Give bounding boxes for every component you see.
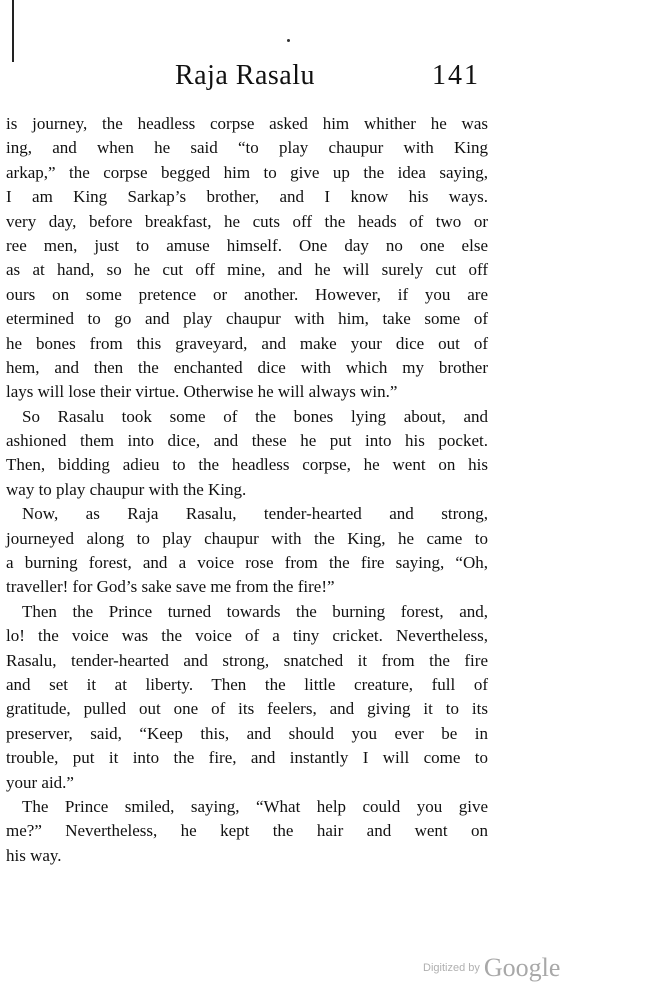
text-line: arkap,” the corpse begged him to give up the idea saying, <box>6 162 488 182</box>
text-line: his way. <box>6 845 62 865</box>
running-title: Raja Rasalu <box>175 60 316 91</box>
text-line: Then the Prince turned towards the burning forest, and, <box>22 601 488 621</box>
gutter-line <box>12 0 14 62</box>
text-line: So Rasalu took some of the bones lying about, and <box>22 406 488 426</box>
page-number: 141 <box>432 60 480 91</box>
text-line: lo! the voice was the voice of a tiny cricket. Nevertheless, <box>6 626 488 646</box>
digitized-watermark <box>423 953 560 983</box>
text-line: a burning forest, and a voice rose from the fire saying, “Oh, <box>6 553 488 573</box>
text-line: lays will lose their virtue. Otherwise he will always win.” <box>6 382 398 402</box>
text-line: is journey, the headless corpse asked him whither he was <box>6 114 488 133</box>
text-line: way to play chaupur with the King. <box>6 479 247 499</box>
text-line: Now, as Raja Rasalu, tender-hearted and strong, <box>22 504 488 524</box>
text-line: ree men, just to amuse himself. One day no one else <box>6 235 488 255</box>
text-line: preserver, said, “Keep this, and should you ever be in <box>6 723 488 743</box>
text-line: very day, before breakfast, he cuts off the heads of two or <box>6 211 488 231</box>
text-line: trouble, put it into the fire, and instantly I will come to <box>6 748 488 768</box>
text-line: traveller! for God’s sake save me from the fire!” <box>6 577 335 597</box>
text-line: I am King Sarkap’s brother, and I know his ways. <box>6 187 488 207</box>
text-line: as at hand, so he cut off mine, and he will surely cut off <box>6 260 488 280</box>
text-line: he bones from this graveyard, and make your dice out of <box>6 333 488 353</box>
text-line: The Prince smiled, saying, “What help could you give <box>22 796 488 816</box>
page-header <box>0 60 645 100</box>
text-line: me?” Nevertheless, he kept the hair and went on <box>6 821 488 841</box>
watermark-brand: Google <box>483 953 561 982</box>
text-line: ours on some pretence or another. However, if you are <box>6 284 488 304</box>
text-line: ing, and when he said “to play chaupur with King <box>6 138 488 158</box>
text-line: journeyed along to play chaupur with the King, he came to <box>6 528 488 548</box>
text-line: your aid.” <box>6 772 74 792</box>
watermark-prefix: Digitized by <box>423 962 480 974</box>
text-line: Then, bidding adieu to the headless corpse, he went on his <box>6 455 488 475</box>
text-line: etermined to go and play chaupur with him, take some of <box>6 309 488 329</box>
ink-speck <box>287 39 290 42</box>
text-line: gratitude, pulled out one of its feelers, and giving it to its <box>6 699 488 719</box>
text-line: hem, and then the enchanted dice with which my brother <box>6 357 488 377</box>
body-text <box>0 112 488 868</box>
text-line: Rasalu, tender-hearted and strong, snatched it from the fire <box>6 650 488 670</box>
text-line: ashioned them into dice, and these he put into his pocket. <box>6 431 488 451</box>
text-line: and set it at liberty. Then the little creature, full of <box>6 674 488 694</box>
